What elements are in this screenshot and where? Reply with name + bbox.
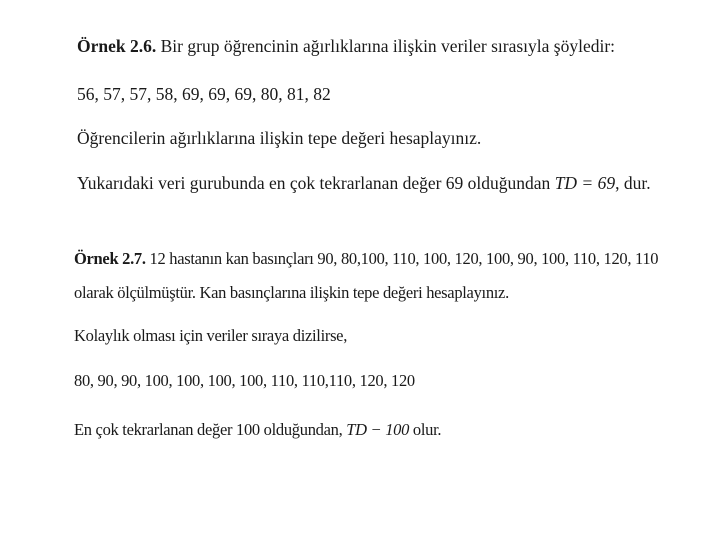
example-2-7-intro-line2: olarak ölçülmüştür. Kan basınçlarına ilişkin tepe değeri hesaplayınız. [74,283,509,302]
example-2-7-intro-line [74,249,658,269]
example-2-6-heading: Örnek 2.6. [77,36,157,56]
example-2-7-heading: Örnek 2.7. [74,249,146,268]
example-2-7-answer-line [74,420,441,440]
example-2-6-answer-suffix: , dur. [615,173,651,193]
example-2-7-intro-line1: 12 hastanın kan basınçları 90, 80,100, 110, 100, 120, 100, 90, 100, 110, 120, 110 [149,249,659,268]
example-2-7-sorted-values: 80, 90, 90, 100, 100, 100, 100, 110, 110,110, 120, 120 [74,371,415,390]
example-2-7-sort-note: Kolaylık olması için veriler sıraya dizilirse, [74,326,348,345]
example-2-7-answer-math: TD − 100 [346,420,410,439]
example-2-6-data-values: 56, 57, 57, 58, 69, 69, 69, 80, 81, 82 [77,84,331,104]
example-2-6-intro: Bir grup öğrencinin ağırlıklarına ilişkin veriler sırasıyla şöyledir: [160,36,616,56]
example-2-6-answer-line [77,173,651,194]
example-2-7-answer-prefix: En çok tekrarlanan değer 100 olduğundan, [74,420,343,439]
example-2-6-answer-prefix: Yukarıdaki veri gurubunda en çok tekrarlanan değer 69 olduğundan [77,173,551,193]
example-2-7-answer-suffix: olur. [412,420,442,439]
example-2-6-answer-math: TD = 69 [554,173,616,193]
example-2-6-intro-line [77,36,615,57]
example-2-6-question: Öğrencilerin ağırlıklarına ilişkin tepe değeri hesaplayınız. [77,128,482,148]
